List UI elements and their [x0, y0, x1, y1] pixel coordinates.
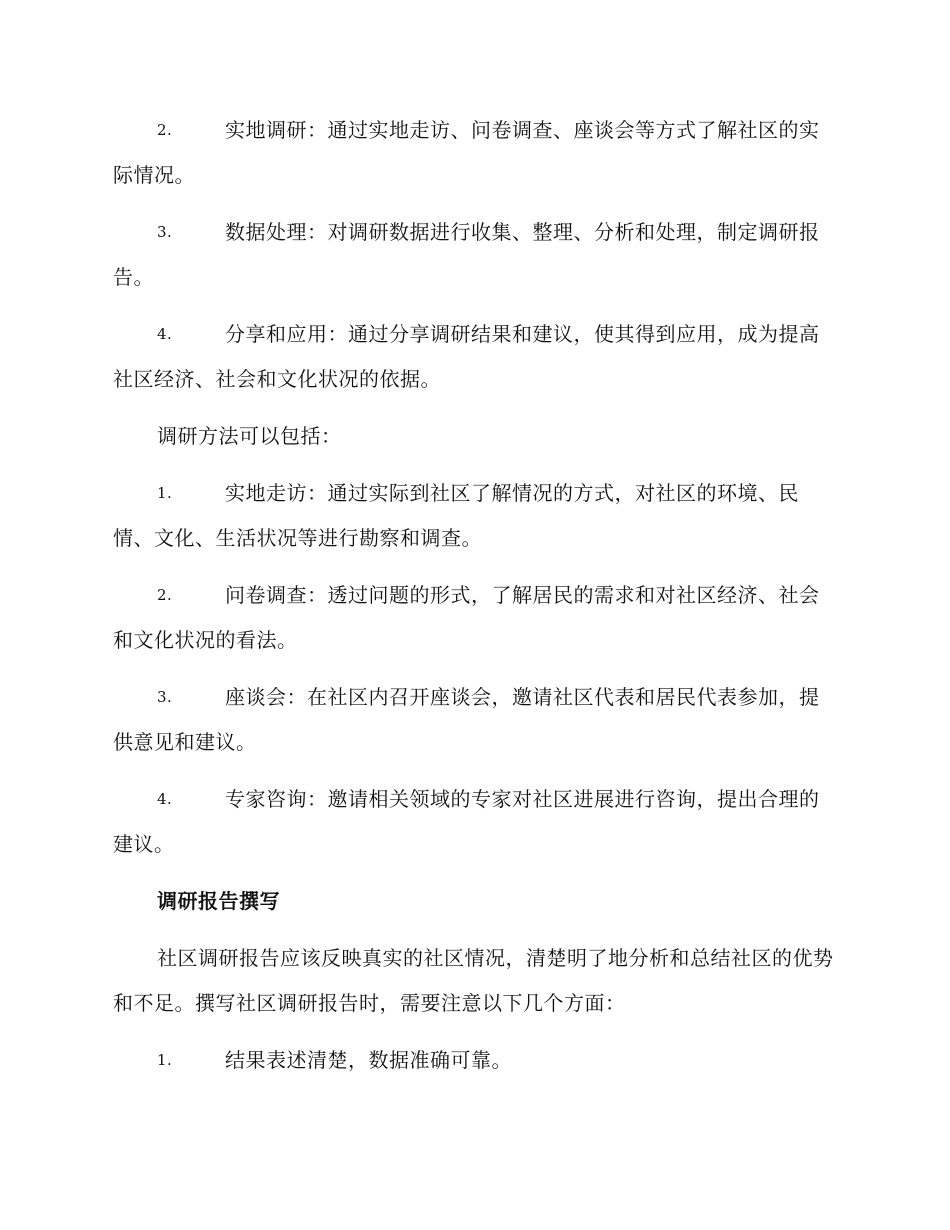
report-paragraph: 社区调研报告应该反映真实的社区情况，清楚明了地分析和总结社区的优势和不足。撰写社区调研报告时，需要注意以下几个方面：	[113, 946, 834, 1015]
list-text: 座谈会：在社区内召开座谈会，邀请社区代表和居民代表参加，提供意见和建议。	[113, 685, 820, 754]
list-item-method-3	[113, 675, 835, 765]
list-text: 分享和应用：通过分享调研结果和建议，使其得到应用，成为提高社区经济、社会和文化状况的依据。	[113, 322, 820, 391]
list-text: 专家咨询：邀请相关领域的专家对社区进展进行咨询，提出合理的建议。	[113, 787, 820, 856]
list-number: 2.	[157, 121, 173, 139]
list-number: 1.	[157, 484, 173, 502]
list-item-method-1	[113, 471, 835, 561]
list-number: 3.	[157, 223, 173, 241]
list-item-step-4	[113, 312, 835, 402]
list-number: 3.	[157, 688, 173, 706]
list-number: 4.	[157, 325, 173, 343]
list-number: 1.	[157, 1051, 173, 1069]
list-text: 数据处理：对调研数据进行收集、整理、分析和处理，制定调研报告。	[113, 220, 820, 289]
list-item-method-4	[113, 777, 835, 867]
document-content	[113, 108, 835, 1095]
list-text: 问卷调查：透过问题的形式，了解居民的需求和对社区经济、社会和文化状况的看法。	[113, 583, 820, 652]
list-text: 实地调研：通过实地走访、问卷调查、座谈会等方式了解社区的实际情况。	[113, 118, 820, 187]
list-number: 2.	[157, 586, 173, 604]
list-item-step-3	[113, 210, 835, 300]
list-item-report-1	[113, 1038, 835, 1083]
section-heading: 调研报告撰写	[157, 889, 280, 913]
list-number: 4.	[157, 790, 173, 808]
methods-intro: 调研方法可以包括：	[157, 424, 342, 448]
list-text: 结果表述清楚，数据准确可靠。	[225, 1048, 512, 1072]
list-item-step-2	[113, 108, 835, 198]
list-text: 实地走访：通过实际到社区了解情况的方式，对社区的环境、民情、文化、生活状况等进行勘察和调查。	[113, 481, 799, 550]
list-item-method-2	[113, 573, 835, 663]
